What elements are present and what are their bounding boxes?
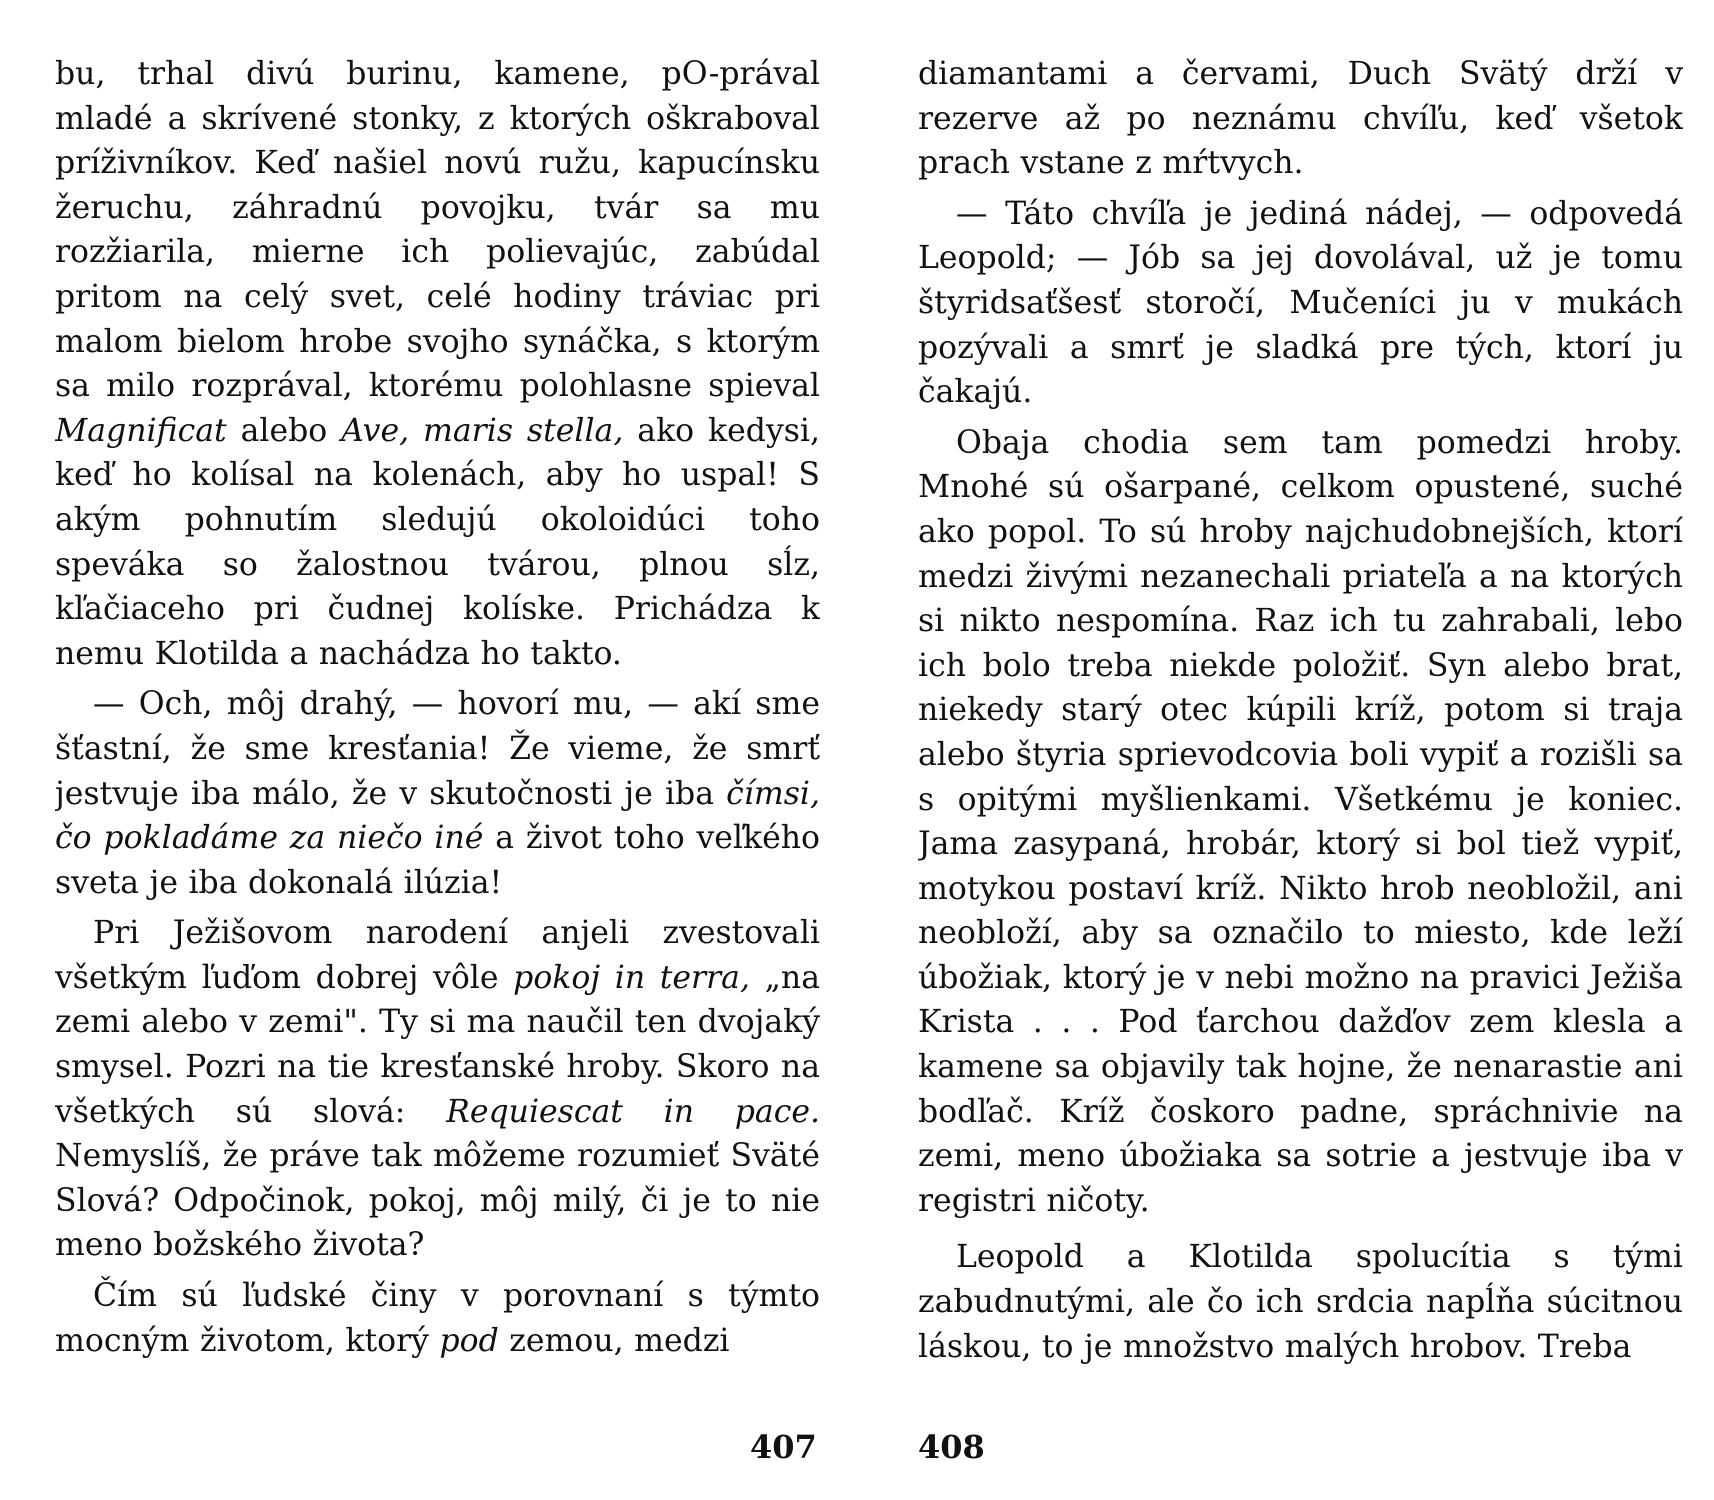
text-segment: — Och, môj drahý, — hovorí mu, — akí sme šťastní, že sme kresťania! Že vieme, že smrť jestvuje iba málo, že v skutočnosti je iba xyxy=(55,686,820,812)
left-paragraph-1 xyxy=(55,52,820,676)
text-segment: a život toho veľkého sveta je iba dokonalá ilúzia! xyxy=(55,820,820,901)
text-segment: bu, trhal divú burinu, kamene, pO-prával mladé a skrívené stonky, z ktorých oškraboval príživníkov. Keď našiel novú ružu, kapucínsku žeruchu, záhradnú povojku, tvár sa mu rozžiarila, mierne ich polievajúc, zabúdal pritom na celý svet, celé hodiny tráviac pri malom bielom hrobe svojho synáčka, s ktorým sa milo rozprával, ktorému polohlasne spieval xyxy=(55,56,820,405)
italic-text: pokoj in terra, xyxy=(513,959,750,996)
right-paragraph-3 xyxy=(918,421,1683,1224)
right-paragraph-4 xyxy=(918,1235,1683,1369)
italic-text: Ave, maris stella, xyxy=(341,412,624,449)
italic-text: čímsi, čo pokladáme za niečo iné xyxy=(55,775,820,857)
text-segment: Čím sú ľudské činy v porovnaní s týmto mocným životom, ktorý xyxy=(55,1278,820,1359)
text-segment: alebo xyxy=(226,412,342,449)
text-segment: — Táto chvíľa je jediná nádej, — odpovedá Leopold; — Jób sa jej dovolával, už je tomu štyridsaťšesť storočí, Mučeníci ju v mukách pozývali a smrť je sladká pre tých, ktorí ju čakajú. xyxy=(918,195,1683,411)
text-segment: Nemyslíš, že práve tak môžeme rozumieť Sväté Slová? Odpočinok, pokoj, môj milý, či je to nie meno božského života? xyxy=(55,1138,820,1264)
text-segment: Leopold a Klotilda spolucítia s tými zabudnutými, ale čo ich srdcia napĺňa súcitnou láskou, to je množstvo malých hrobov. Treba xyxy=(918,1239,1683,1365)
page-number-right: 408 xyxy=(918,1428,985,1466)
italic-text: Requiescat in pace. xyxy=(446,1093,820,1130)
page-number-left: 407 xyxy=(750,1428,817,1466)
left-paragraph-2 xyxy=(55,682,820,905)
text-segment: „na zemi alebo v zemi". Ty si ma naučil ten dvojaký smysel. Pozri na tie kresťanské hroby. Skoro na všetkých sú slová: xyxy=(55,959,820,1130)
right-page xyxy=(918,52,1683,1412)
italic-text: Magnificat xyxy=(55,412,227,449)
right-page-text xyxy=(918,52,1683,1369)
text-segment: diamantami a červami, Duch Svätý drží v rezerve až po neznámu chvíľu, keď všetok prach vstane z mŕtvych. xyxy=(918,56,1683,182)
left-page-text xyxy=(55,52,820,1363)
left-paragraph-3 xyxy=(55,911,820,1268)
italic-text: pod xyxy=(439,1322,499,1359)
text-segment: Pri Ježišovom narodení anjeli zvestovali všetkým ľuďom dobrej vôle xyxy=(55,915,820,996)
left-paragraph-4 xyxy=(55,1274,820,1363)
left-page xyxy=(55,52,820,1412)
text-segment: ako kedysi, keď ho kolísal na kolenách, aby ho uspal! S akým pohnutím sledujú okoloidúci toho speváka so žalostnou tvárou, plnou sĺz, kľačiaceho pri čudnej kolíske. Prichádza k nemu Klotilda a nachádza ho takto. xyxy=(55,412,820,672)
text-segment: zemou, medzi xyxy=(498,1322,730,1359)
right-paragraph-2 xyxy=(918,192,1683,415)
text-segment: Obaja chodia sem tam pomedzi hroby. Mnohé sú ošarpané, celkom opustené, suché ako popol. To sú hroby najchudobnejších, ktorí medzi živými nezanechali priateľa a na ktorých si nikto nespomína. Raz ich tu zahrabali, lebo ich bolo treba niekde položiť. Syn alebo brat, niekedy starý otec kúpili kríž, potom si traja alebo štyria sprievodcovia boli vypiť a rozišli sa s opitými myšlienkami. Všetkému je koniec. Jama zasypaná, hrobár, ktorý si bol tiež vypiť, motykou postaví kríž. Nikto hrob neobložil, ani neobloží, aby sa označilo to miesto, kde leží úbožiak, ktorý je v nebi možno na pravici Ježiša Krista . . . Pod ťarchou dažďov zem klesla a kamene sa objavily tak hojne, že nenarastie ani bodľač. Kríž čoskoro padne, spráchnivie na zemi, meno úbožiaka sa sotrie a jestvuje iba v registri ničoty. xyxy=(918,424,1683,1219)
right-paragraph-1 xyxy=(918,52,1683,186)
